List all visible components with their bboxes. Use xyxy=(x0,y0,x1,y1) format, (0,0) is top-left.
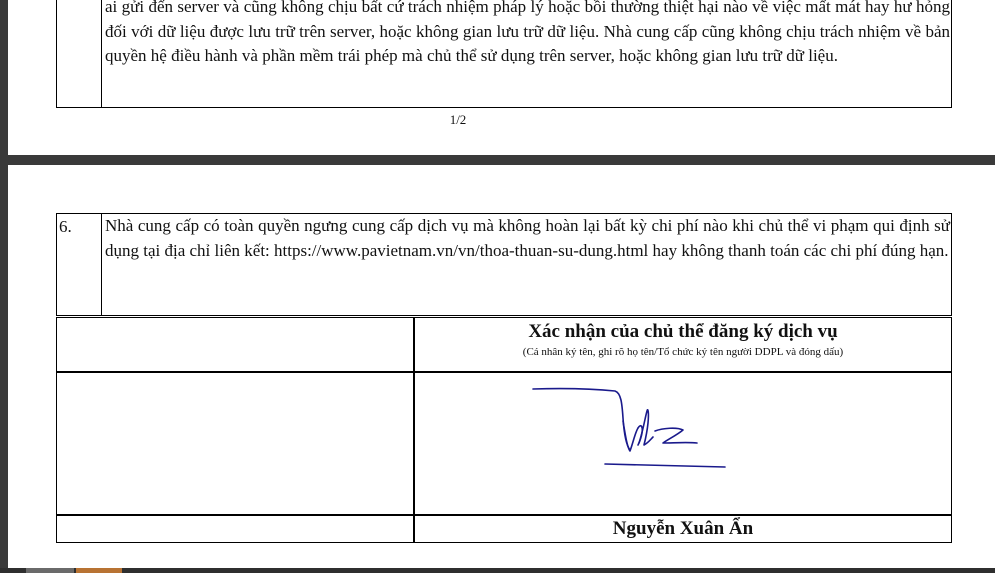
document-page-1 xyxy=(8,0,995,155)
page-number: 1/2 xyxy=(449,112,467,127)
confirmation-header-cell xyxy=(414,317,952,372)
terms-table-row-6 xyxy=(56,213,952,316)
toolbar-segment-active xyxy=(76,568,122,573)
clause-text-continued: ai gửi đến server và cũng không chịu bất cứ trách nhiệm pháp lý hoặc bồi thường thiệt hại nào về việc mất mát hay hư hỏng đối với dữ liệu được lưu trữ trên server, hoặc không gian lưu trữ dữ liệu. Nhà cung cấp cũng không chịu trách nhiệm về bản quyền hệ điều hành và phần mềm trái phép mà chủ thể sử dụng trên server, hoặc không gian lưu trữ dữ liệu. xyxy=(105,0,950,65)
signer-name: Nguyễn Xuân Ẩn xyxy=(612,518,754,539)
signature-cell xyxy=(414,372,952,515)
clause-number-cell xyxy=(57,0,102,107)
viewer-bottom-bar xyxy=(0,568,995,573)
handwritten-signature xyxy=(415,373,951,514)
terms-table-row-continued xyxy=(56,0,952,108)
signer-name-cell xyxy=(414,515,952,543)
empty-cell-left-name xyxy=(56,515,414,543)
document-page-2 xyxy=(8,165,995,568)
confirmation-subtitle: (Cá nhân ký tên, ghi rõ họ tên/Tổ chức ký tên người DDPL và đóng dấu) xyxy=(522,346,844,358)
clause-number: 6. xyxy=(57,214,102,315)
clause-text: Nhà cung cấp có toàn quyền ngưng cung cấp dịch vụ mà không hoàn lại bất kỳ chi phí nào khi chủ thể vi phạm qui định sử dụng tại địa chỉ liên kết: https://www.pavietnam.vn/vn/thoa-thuan-su-dung.html hay không thanh toán các chi phí đúng hạn. xyxy=(105,216,950,260)
empty-cell-left-signature xyxy=(56,372,414,515)
confirmation-title: Xác nhận của chủ thể đăng ký dịch vụ xyxy=(528,321,838,342)
empty-cell-left-header xyxy=(56,317,414,372)
toolbar-segment xyxy=(26,568,74,573)
